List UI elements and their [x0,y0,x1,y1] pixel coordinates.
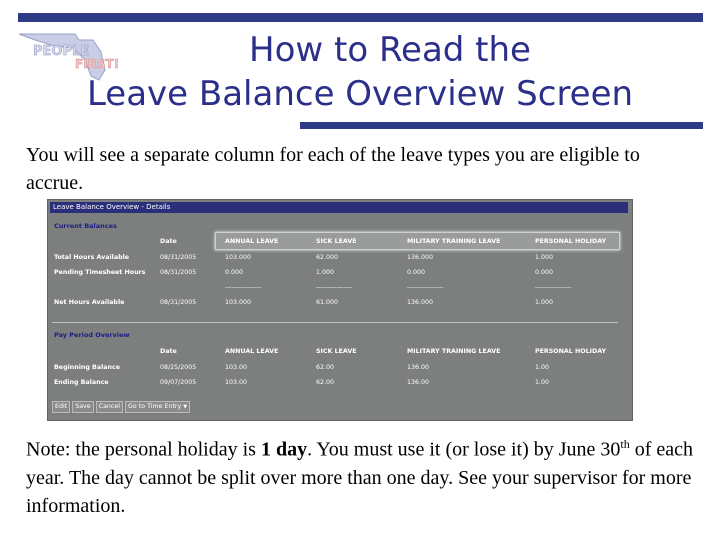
go-to-time-entry-label: Go to Time Entry [128,403,182,410]
cell-date: 08/31/2005 [160,299,197,306]
row-label: Total Hours Available [54,254,130,261]
cell-date: 08/31/2005 [160,269,197,276]
cell-divider: ---------------- [225,284,262,291]
row-label: Pending Timesheet Hours [54,269,146,276]
pay-period-title: Pay Period Overview [54,331,130,339]
cell-personal: 1.00 [535,364,550,371]
cell-personal: 1.000 [535,299,554,306]
slide-title [0,28,720,116]
cell-personal: 0.000 [535,269,554,276]
cell-date: 08/31/2005 [160,254,197,261]
cell-sick: 62.000 [316,254,339,261]
row-label: Ending Balance [54,379,109,386]
cell-divider: ---------------- [535,284,572,291]
cell-annual: 0.000 [225,269,244,276]
current-col-sick: SICK LEAVE [316,238,357,245]
cell-annual: 103.000 [225,299,252,306]
top-accent-bar [18,13,703,22]
current-col-military: MILITARY TRAINING LEAVE [407,238,501,245]
save-button[interactable]: Save [72,401,93,413]
chevron-down-icon: ▼ [183,404,188,410]
title-line-2: Leave Balance Overview Screen [86,74,634,114]
cell-personal: 1.000 [535,254,554,261]
cell-sick: 62.00 [316,379,335,386]
cell-date: 08/25/2005 [160,364,197,371]
cell-date: 09/07/2005 [160,379,197,386]
cell-annual: 103.000 [225,254,252,261]
cell-sick: 1.000 [316,269,335,276]
logo-text-people: PEOPLE [33,44,90,59]
cell-sick: 61.000 [316,299,339,306]
note-prefix: Note: the personal holiday is [26,438,261,461]
go-to-time-entry-select[interactable] [125,401,190,413]
cell-military: 136.00 [407,364,430,371]
cell-military: 0.000 [407,269,426,276]
row-label: Net Hours Available [54,299,125,306]
pay-col-annual: ANNUAL LEAVE [225,348,279,355]
cell-annual: 103.00 [225,364,248,371]
cell-military: 136.000 [407,299,434,306]
row-label: Beginning Balance [54,364,120,371]
edit-button[interactable]: Edit [52,401,70,413]
note-suffix: of each year. The day cannot be split over more than one day. See your supervisor for more information. [26,438,694,517]
pay-col-personal: PERSONAL HOLIDAY [535,348,607,355]
pay-col-sick: SICK LEAVE [316,348,357,355]
cell-sick: 62.00 [316,364,335,371]
current-col-date: Date [160,238,177,245]
current-balances-title: Current Balances [54,222,117,230]
cancel-button[interactable]: Cancel [96,401,123,413]
current-col-annual: ANNUAL LEAVE [225,238,279,245]
pay-col-military: MILITARY TRAINING LEAVE [407,348,501,355]
cell-military: 136.00 [407,379,430,386]
note-sup: th [620,437,630,451]
screen-header: Leave Balance Overview - Details [50,202,628,213]
cell-personal: 1.00 [535,379,550,386]
current-col-personal: PERSONAL HOLIDAY [535,238,607,245]
action-buttons [52,401,190,413]
cell-annual: 103.00 [225,379,248,386]
leave-balance-screenshot [47,199,633,421]
logo-text-first: FIRST! [75,57,120,71]
section-divider [52,322,618,323]
title-line-1: How to Read the [249,30,531,70]
note-bold: 1 day [260,438,308,461]
title-underline-bar [300,122,703,129]
cell-divider: ---------------- [316,284,353,291]
cell-divider: ---------------- [407,284,444,291]
pay-col-date: Date [160,348,177,355]
intro-text: You will see a separate column for each of the leave types you are eligible to accrue. [26,144,640,194]
note-text [26,430,706,520]
note-mid: . You must use it (or lose it) by June 30 [307,438,621,461]
cell-military: 136.000 [407,254,434,261]
